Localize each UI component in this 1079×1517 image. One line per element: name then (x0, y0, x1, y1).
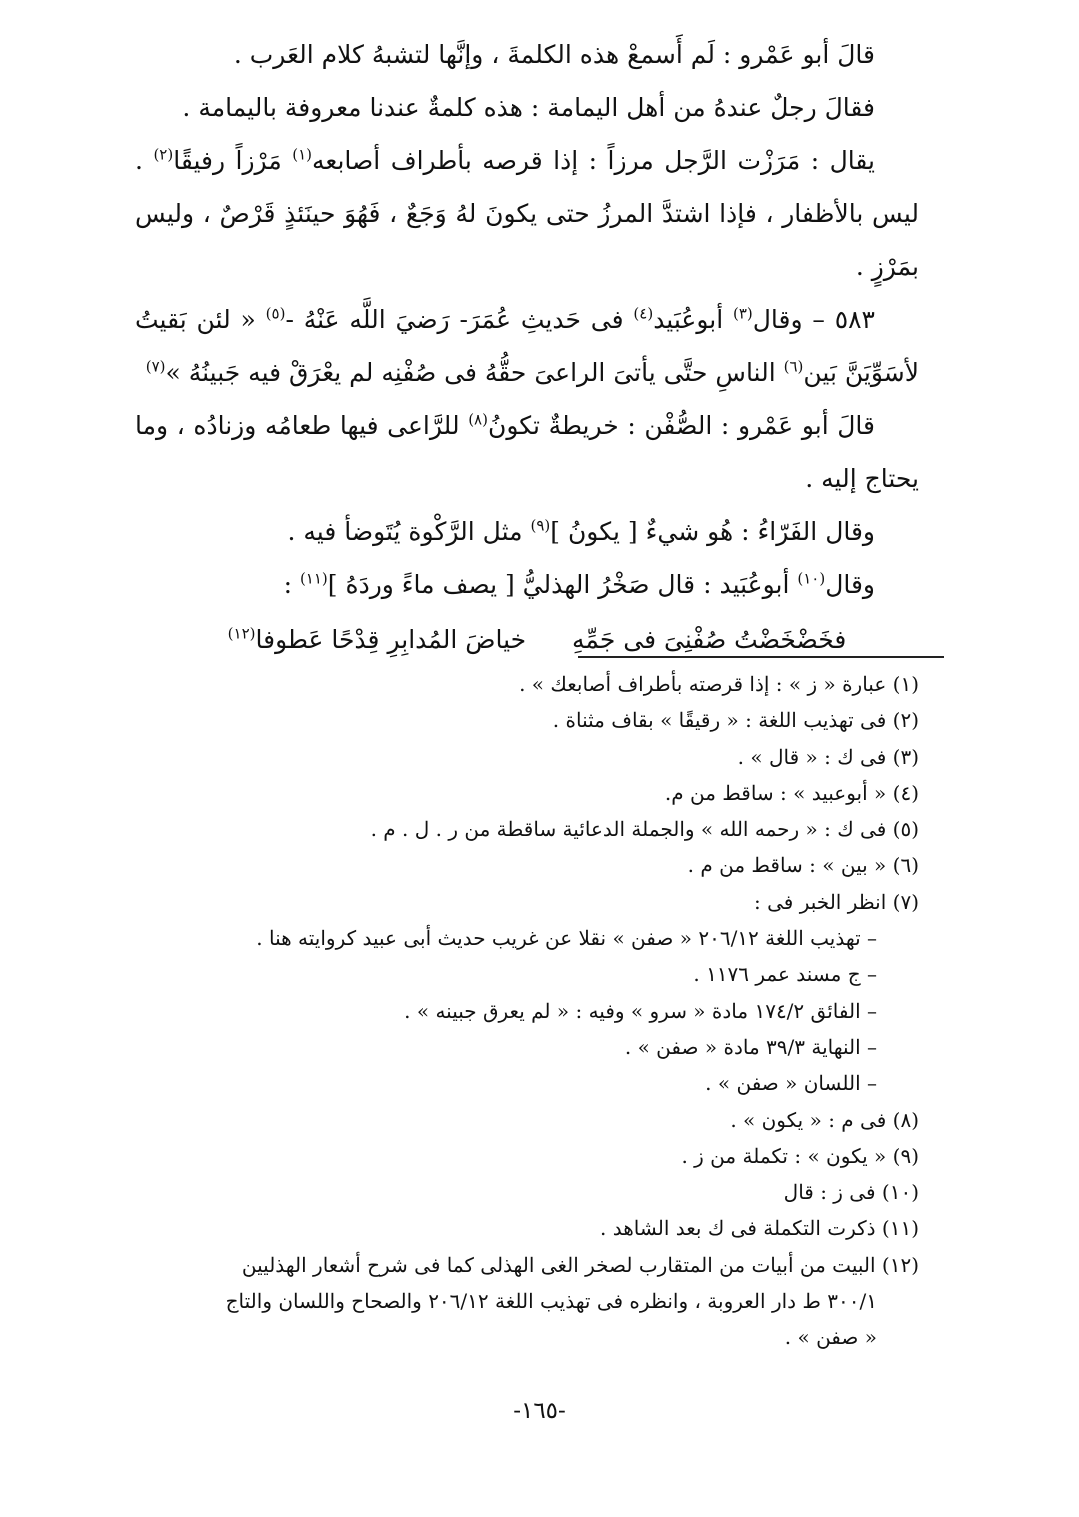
paragraph-4 (135, 293, 919, 399)
footnotes (130, 666, 919, 1356)
paragraph-7-text-c: : (283, 570, 300, 599)
footnote-ref-3: (٣) (732, 304, 753, 323)
footnote-ref-10: (١٠) (797, 569, 826, 588)
paragraph-3 (135, 134, 919, 293)
verse-second-half: خياضَ المُدابِرِ قِدْحًا عَطوفا (255, 625, 527, 654)
paragraph-4-text-d: « لئن بَقيتُ لأسَوِّيَنَّ بَين (135, 305, 919, 387)
page-number: -١٦٥- (513, 1398, 566, 1424)
footnote-3: (٣) فى ك : « قال » . (737, 744, 919, 769)
footnote-7-source-2: – ج مسند عمر ١١٧٦ . (693, 962, 877, 987)
paragraph-3-text-c: . ليس بالأظفار ، فإذا اشتدَّ المرزُ حتى يكونَ لهُ وَجَعٌ ، فَهُوَ حينَئذٍ قَرْصٌ ، وليس بمَرْزٍ . (135, 146, 919, 281)
footnote-7-source-1: – تهذيب اللغة ٢٠٦/١٢ « صفن » نقلا عن غريب حديث أبى عبيد كروايته هنا . (256, 926, 877, 951)
paragraph-6-text-a: وقال الفَرّاءُ : هُو شيءٌ [ يكونُ ] (550, 517, 875, 546)
footnote-separator (578, 656, 944, 658)
paragraph-4-text-c: فى حَديثِ عُمَرَ- رَضيَ اللَّه عَنْهُ - (285, 305, 634, 334)
footnote-10: (١٠) فى ز : قال (783, 1180, 919, 1205)
verse-first-half: فخَضْخَضْتُ صُفْنِىَ فى جَمِّهِ (571, 625, 847, 654)
footnote-12-continuation: ٣٠٠/١ ط دار العروبة ، وانظره فى تهذيب اللغة ٢٠٦/١٢ والصحاح واللسان والتاج (225, 1289, 877, 1314)
footnote-ref-7: (٧) (145, 357, 166, 376)
paragraph-4-text-b: أبوعُبَيد (653, 305, 733, 334)
footnote-5: (٥) فى ك : « رحمه الله » والجملة الدعائية ساقطة من ر . ل . م . (370, 817, 919, 842)
paragraph-6 (135, 505, 919, 558)
footnote-ref-5: (٥) (265, 304, 286, 323)
footnote-4: (٤) « أبوعبيد » : ساقط من م. (664, 780, 919, 805)
entry-number-text: ٥٨٣ – وقال (752, 305, 875, 334)
footnote-12: (١٢) البيت من أبيات من المتقارب لصخر الغى الهذلى كما فى شرح أشعار الهذليين (241, 1252, 919, 1277)
paragraph-5 (135, 399, 919, 505)
footnote-ref-1: (١) (292, 145, 312, 164)
footnote-2: (٢) فى تهذيب اللغة : « رقيقًا » بقاف مثناة . (552, 708, 919, 733)
footnote-ref-11: (١١) (299, 569, 328, 588)
poetry-verse (135, 611, 919, 669)
footnote-ref-4: (٤) (633, 304, 654, 323)
footnote-ref-2: (٢) (153, 145, 174, 164)
footnote-ref-12: (١٢) (227, 624, 256, 643)
paragraph-1: قالَ أبو عَمْرو : لَم أَسمعْ هذه الكلمةَ ، وإنَّها لتشبهُ كلام العَرب . (233, 40, 875, 69)
footnote-7-source-4: – النهاية ٣٩/٣ مادة « صفن » . (624, 1034, 877, 1059)
paragraph-7 (135, 558, 919, 611)
footnote-1: (١) عبارة « ز » : إذا قرصته بأطراف أصابعك » . (519, 672, 919, 696)
footnote-9: (٩) « يكون » : تكملة من ز . (681, 1143, 919, 1168)
paragraph-2: فقالَ رجلٌ عندهُ من أهل اليمامة : هذه كلمةٌ عندنا معروفة باليمامة . (182, 93, 875, 122)
paragraph-7-text-b: أبوعُبَيد : قال صَخْرُ الهذليُّ [ يصف ماءً وردَهُ ] (327, 570, 798, 599)
footnote-ref-9: (٩) (530, 516, 551, 535)
footnote-7: (٧) انظر الخبر فى : (754, 889, 919, 914)
footnote-12-continuation-2: « صفن » . (784, 1325, 877, 1350)
paragraph-5-text-b: للرَّاعى فيها طعامُه وزنادُه ، وما يحتاج إليه . (135, 411, 919, 493)
footnote-ref-6: (٦) (783, 357, 804, 376)
footnote-7-source-5: – اللسان « صفن » . (705, 1071, 877, 1096)
footnote-7-source-3: – الفائق ١٧٤/٢ مادة « سرو » وفيه : « لم يعرق جبينه » . (404, 998, 877, 1023)
paragraph-3-text-a: يقال : مَرَزْت الرَّجل مرزاً : إذا قرصه بأطراف أصابعه (312, 146, 876, 175)
footnote-8: (٨) فى م : « يكون » . (730, 1107, 919, 1132)
paragraph-7-text-a: وقال (825, 570, 875, 599)
main-text (135, 28, 919, 669)
paragraph-3-text-b: مَرْزاً رفيقًا (173, 146, 293, 175)
footnote-6: (٦) « بين » : ساقط من م . (687, 853, 919, 878)
footnote-ref-8: (٨) (468, 410, 488, 429)
paragraph-6-text-b: مثل الرَّكْوة يُتَوضأ فيه . (287, 517, 531, 546)
paragraph-4-text-e: الناسِ حتَّى يأتىَ الراعىَ حقُّهُ فى صُفْنِه لم يعْرَقْ فيه جَبينُهُ » (165, 358, 784, 387)
footnote-11: (١١) ذكرت التكملة فى ك بعد الشاهد . (600, 1216, 919, 1241)
paragraph-5-text-a: قالَ أبو عَمْرو : الصُّفْن : خريطةٌ تكونُ (487, 411, 875, 440)
